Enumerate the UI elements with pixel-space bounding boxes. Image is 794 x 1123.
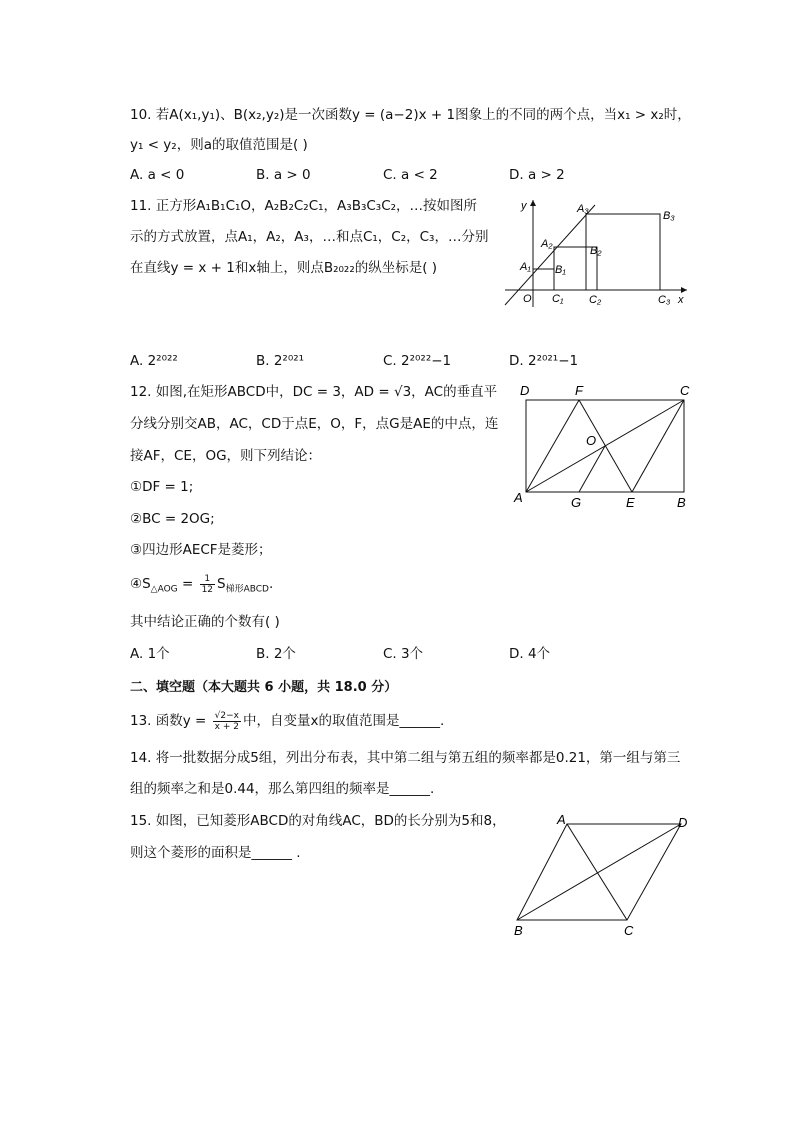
c4-fraction — [200, 574, 215, 595]
square-1 — [533, 269, 554, 290]
label-B3: B₃ — [663, 210, 675, 222]
label-O: O — [586, 433, 597, 448]
q10-option-d: D. a > 2 — [509, 167, 565, 183]
label-A1: A₁ — [520, 261, 531, 273]
q10-line1: 10. 若A(x₁,y₁)、B(x₂,y₂)是一次函数y = (a−2)x + 1图象上的不同的两个点，当x₁ > x₂时， — [130, 107, 691, 123]
q13-line — [130, 710, 444, 732]
c4-s: S — [217, 576, 226, 592]
section-2-heading: 二、填空题（本大题共 6 小题，共 18.0 分） — [130, 680, 398, 695]
q11-line2: 示的方式放置，点A₁，A₂，A₃，…和点C₁，C₂，C₃，…分别 — [130, 229, 489, 245]
q13-num: √2−x — [214, 710, 239, 721]
q12-line1: 12. 如图,在矩形ABCD中，DC = 3，AD = √3，AC的垂直平 — [130, 384, 498, 400]
q14-line2: 组的频率之和是0.44，那么第四组的频率是______. — [130, 781, 435, 797]
q11-option-b: B. 2²⁰²¹ — [256, 353, 305, 369]
label-F: F — [575, 383, 583, 398]
q12-line2: 分线分别交AB，AC，CD于点E，O，F，点G是AE的中点，连 — [130, 416, 499, 432]
q15-figure — [505, 810, 705, 940]
segment-og — [579, 446, 605, 492]
label-G: G — [571, 495, 582, 510]
q14-line1: 14. 将一批数据分成5组，列出分布表，其中第二组与第五组的频率都是0.21，第一组与第三 — [130, 750, 681, 766]
label-C: C — [680, 383, 690, 398]
label-B: B — [514, 923, 523, 938]
c4-eq: = — [177, 576, 198, 592]
label-C3: C₃ — [658, 294, 671, 306]
label-C2: C₂ — [589, 294, 602, 306]
label-D: D — [678, 815, 688, 830]
q11-line3: 在直线y = x + 1和x轴上，则点B₂₀₂₂的纵坐标是( ) — [130, 260, 438, 276]
q10-option-c: C. a < 2 — [383, 167, 438, 183]
q11-option-a: A. 2²⁰²² — [130, 353, 178, 369]
q12-option-d: D. 4个 — [509, 646, 551, 662]
label-x: x — [678, 294, 684, 306]
q12-conclusion-4 — [130, 573, 273, 601]
y-axis-arrow — [530, 200, 536, 206]
q10-line2: y₁ < y₂，则a的取值范围是( ) — [130, 137, 308, 153]
label-C: C — [624, 923, 634, 938]
c4-den: 12 — [201, 584, 214, 595]
label-A2: A₂ — [541, 238, 553, 250]
q12-line3: 接AF，CE，OG，则下列结论： — [130, 448, 322, 464]
c4-sub2: 梯形ABCD — [225, 584, 269, 595]
q12-question: 其中结论正确的个数有( ) — [130, 614, 280, 630]
q12-option-c: C. 3个 — [383, 646, 424, 662]
label-B1: B₁ — [555, 264, 566, 276]
label-O: O — [523, 293, 532, 305]
q13-fraction — [213, 711, 241, 732]
segment-af — [526, 400, 579, 492]
q13-prefix: 13. 函数y = — [130, 713, 211, 729]
label-A3: A₃ — [577, 203, 589, 215]
c4-prefix: ④S — [130, 576, 151, 592]
label-D: D — [520, 383, 530, 398]
q11-line1: 11. 正方形A₁B₁C₁O，A₂B₂C₂C₁，A₃B₃C₃C₂，…按如图所 — [130, 198, 478, 214]
q13-den: x + 2 — [214, 721, 239, 732]
label-A: A — [514, 490, 523, 505]
q12-conclusion-3: ③四边形AECF是菱形； — [130, 542, 272, 558]
q11-option-c: C. 2²⁰²²−1 — [383, 353, 452, 369]
q15-line1: 15. 如图，已知菱形ABCD的对角线AC，BD的长分别为5和8， — [130, 813, 506, 829]
label-E: E — [626, 495, 635, 510]
q11-figure — [495, 195, 700, 310]
q12-option-a: A. 1个 — [130, 646, 170, 662]
label-y: y — [521, 200, 527, 212]
x-axis-arrow — [681, 287, 687, 293]
q12-conclusion-1: ①DF = 1; — [130, 479, 194, 495]
label-C1: C₁ — [552, 293, 564, 305]
diagonal-ac — [567, 824, 627, 920]
q12-figure — [510, 382, 700, 512]
q10-option-a: A. a < 0 — [130, 167, 185, 183]
q13-suffix: 中，自变量x的取值范围是______. — [242, 713, 445, 729]
label-B2: B₂ — [590, 245, 602, 257]
c4-sub1: △AOG — [150, 584, 178, 595]
q12-option-b: B. 2个 — [256, 646, 296, 662]
q12-conclusion-2: ②BC = 2OG; — [130, 511, 215, 527]
label-B: B — [677, 495, 686, 510]
q10-option-b: B. a > 0 — [256, 167, 311, 183]
q11-option-d: D. 2²⁰²¹−1 — [509, 353, 579, 369]
c4-num: 1 — [200, 574, 215, 585]
segment-ce — [632, 400, 684, 492]
c4-end: . — [268, 576, 274, 592]
q15-line2: 则这个菱形的面积是______ . — [130, 845, 301, 861]
label-A: A — [557, 812, 566, 827]
